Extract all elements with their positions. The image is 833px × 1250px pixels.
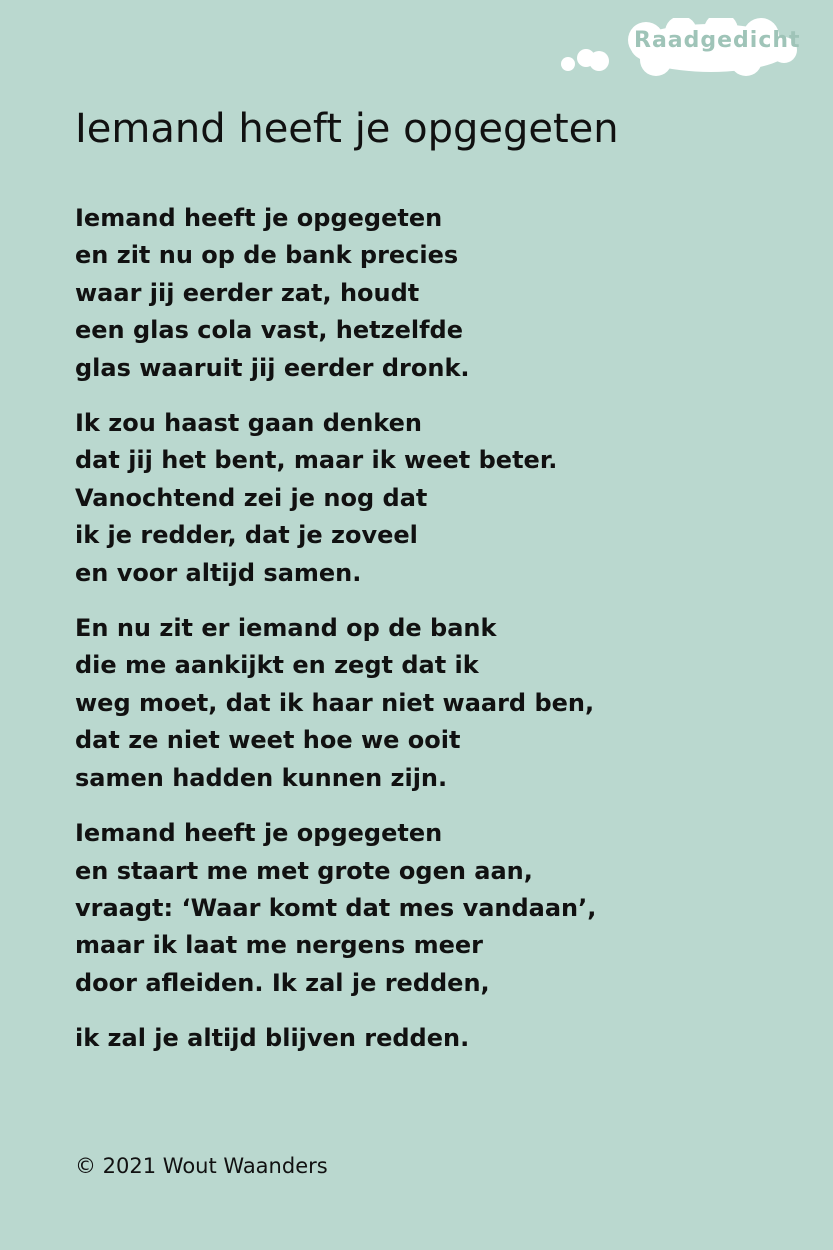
poem-line: maar ik laat me nergens meer xyxy=(75,931,483,960)
poem-line: Iemand heeft je opgegeten xyxy=(75,204,443,232)
poem-line: een glas cola vast, hetzelfde xyxy=(75,316,464,345)
stanza xyxy=(75,815,795,1002)
poem-line: ik je redder, dat je zoveel xyxy=(75,521,418,550)
stanza xyxy=(75,200,795,387)
poem-line: Ik zou haast gaan denken xyxy=(75,409,422,438)
poem-line: En nu zit er iemand op de bank xyxy=(75,614,497,643)
copyright: © 2021 Wout Waanders xyxy=(75,1154,328,1178)
stanza xyxy=(75,405,795,592)
raadgedicht-logo xyxy=(556,18,801,78)
poem-line: en staart me met grote ogen aan, xyxy=(75,856,533,885)
poem-title: Iemand heeft je opgegeten xyxy=(75,106,619,152)
poem-line: door afleiden. Ik zal je redden, xyxy=(75,968,490,997)
poem-line: en voor altijd samen. xyxy=(75,558,362,587)
poem-line: waar jij eerder zat, houdt xyxy=(75,278,420,307)
stanza xyxy=(75,1020,795,1057)
poem-line: dat ze niet weet hoe we ooit xyxy=(75,726,461,755)
poem-line: vraagt: ‘Waar komt dat mes vandaan’, xyxy=(75,893,597,922)
poem-line: en zit nu op de bank precies xyxy=(75,241,459,270)
poem-line: glas waaruit jij eerder dronk. xyxy=(75,353,470,382)
logo-text: Raadgedicht xyxy=(634,28,801,53)
poem-line: samen hadden kunnen zijn. xyxy=(75,763,448,792)
poem-line: Vanochtend zei je nog dat xyxy=(75,483,428,512)
poem-line: Iemand heeft je opgegeten xyxy=(75,819,443,848)
poem-line: die me aankijkt en zegt dat ik xyxy=(75,651,479,680)
poem-body xyxy=(75,200,795,1076)
poem-line: ik zal je altijd blijven redden. xyxy=(75,1024,470,1053)
poem-line: weg moet, dat ik haar niet waard ben, xyxy=(75,688,595,717)
poem-line: dat jij het bent, maar ik weet beter. xyxy=(75,446,558,475)
stanza xyxy=(75,610,795,797)
